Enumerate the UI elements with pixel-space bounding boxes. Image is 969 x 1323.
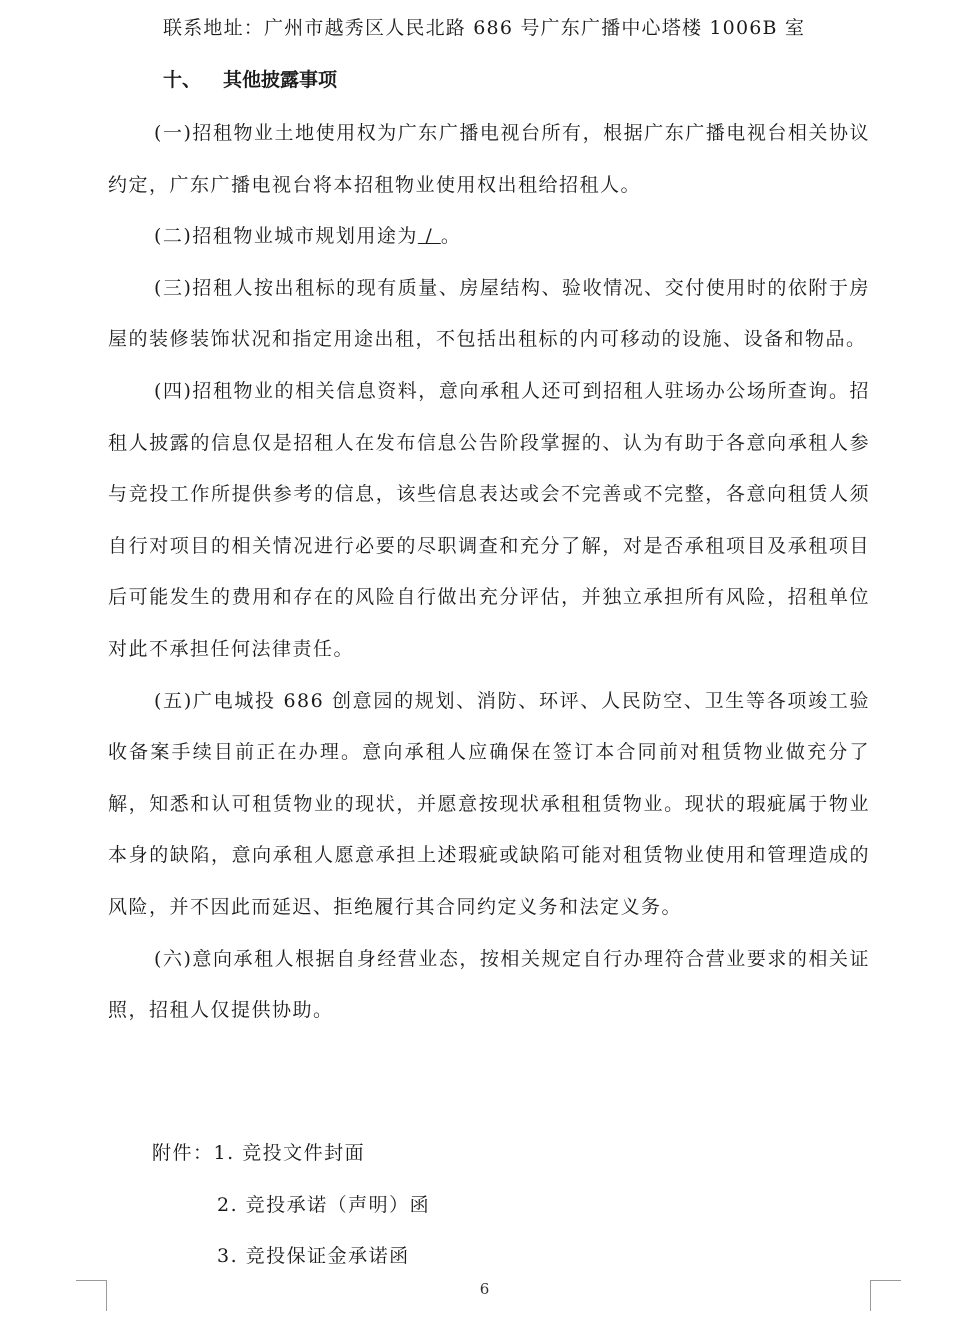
section-title: 其他披露事项 <box>223 69 338 91</box>
attachment-item: 2. 竞投承诺（声明）函 <box>217 1193 431 1216</box>
attachment-item <box>152 1128 430 1180</box>
attachments-label: 附件： <box>152 1142 214 1164</box>
section-heading <box>163 66 337 94</box>
paragraph-3: (三)招租人按出租标的现有质量、房屋结构、验收情况、交付使用时的依附于房屋的装修装饰状况和指定用途出租，不包括出租标的内可移动的设施、设备和物品。 <box>108 276 870 351</box>
contact-address: 联系地址：广州市越秀区人民北路 686 号广东广播中心塔楼 1006B 室 <box>163 17 806 39</box>
paragraph-2-suffix: 。 <box>440 225 462 248</box>
body-text <box>108 108 870 1037</box>
attachments-list <box>152 1128 430 1283</box>
planning-use-value: / <box>417 225 441 248</box>
paragraph-1: (一)招租物业土地使用权为广东广播电视台所有，根据广东广播电视台相关协议约定，广东广播电视台将本招租物业使用权出租给招租人。 <box>108 122 870 196</box>
attachment-item: 3. 竞投保证金承诺函 <box>217 1245 410 1268</box>
paragraph-4: (四)招租物业的相关信息资料，意向承租人还可到招租人驻场办公场所查询。招租人披露的信息仅是招租人在发布信息公告阶段掌握的、认为有助于各意向承租人参与竞投工作所提供参考的信息，该些信息表达或会不完善或不完整，各意向租赁人须自行对项目的相关情况进行必要的尽职调查和充分了解，对是否承租项目及承租项目后可能发生的费用和存在的风险自行做出充分评估，并独立承担所有风险，招租单位对此不承担任何法律责任。 <box>108 379 870 660</box>
paragraph-2 <box>108 211 870 263</box>
page-number: 6 <box>479 1280 490 1298</box>
attachment-item-label: 1. 竞投文件封面 <box>213 1142 366 1164</box>
paragraph-5: (五)广电城投 686 创意园的规划、消防、环评、人民防空、卫生等各项竣工验收备案手续目前正在办理。意向承租人应确保在签订本合同前对租赁物业做充分了解，知悉和认可租赁物业的现状，并愿意按现状承租租赁物业。现状的瑕疵属于物业本身的缺陷，意向承租人愿意承担上述瑕疵或缺陷可能对租赁物业使用和管理造成的风险，并不因此而延迟、拒绝履行其合同约定义务和法定义务。 <box>108 689 870 918</box>
paragraph-2-prefix: (二)招租物业城市规划用途为 <box>154 225 418 248</box>
section-number: 十、 <box>163 69 202 91</box>
paragraph-6: (六)意向承租人根据自身经营业态，按相关规定自行办理符合营业要求的相关证照，招租人仅提供协助。 <box>108 947 870 1022</box>
